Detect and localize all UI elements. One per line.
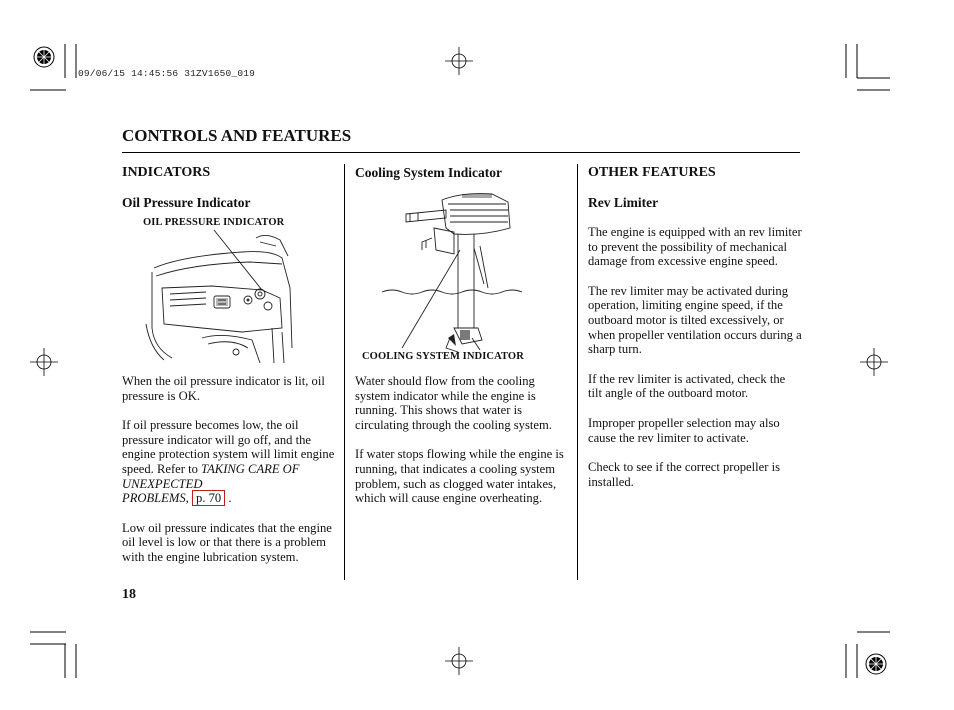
indicators-heading: INDICATORS [122,165,211,180]
oil-p2: If oil pressure becomes low, the oil pressure indicator will go off, and the engine protection system will limit engine speed. Refer to TAKING CARE OF UNEXPECTED PROBLEMS, p. 70 . [122,418,335,506]
oil-figure-caption: OIL PRESSURE INDICATOR [143,217,285,228]
cooling-heading: Cooling System Indicator [355,165,503,180]
middle-column-body [355,374,571,521]
page-reference-link[interactable]: p. 70 [192,490,225,506]
other-features-heading: OTHER FEATURES [588,165,716,180]
rev-p4: Improper propeller selection may also cause the rev limiter to activate. [588,415,780,445]
outboard-motor-illustration [362,188,532,358]
section-title: CONTROLS AND FEATURES [122,126,352,145]
header-rule [122,152,800,153]
right-column-body [588,225,802,504]
page-number: 18 [122,587,136,602]
oil-pressure-illustration [142,228,297,363]
cooling-p2: If water stops flowing while the engine is running, that indicates a cooling system problem, such as clogged water intakes, which will cause engine overheating. [355,447,564,506]
oil-pressure-heading: Oil Pressure Indicator [122,195,251,210]
column-divider [344,164,345,580]
rev-limiter-heading: Rev Limiter [588,195,659,210]
rev-p1: The engine is equipped with an rev limiter to prevent the possibility of mechanical damage from excessive engine speed. [588,225,802,269]
rev-p3: If the rev limiter is activated, check the tilt angle of the outboard motor. [588,371,786,401]
rev-p5: Check to see if the correct propeller is installed. [588,460,780,489]
registration-starburst-icon [34,47,54,67]
print-stamp: 09/06/15 14:45:56 31ZV1650_019 [78,68,256,79]
column-divider [577,164,578,580]
cooling-figure-caption: COOLING SYSTEM INDICATOR [362,351,524,362]
oil-p3: Low oil pressure indicates that the engine oil level is low or that there is a problem with the engine lubrication system. [122,520,332,564]
rev-p2: The rev limiter may be activated during operation, limiting engine speed, if the outboard motor is tilted excessively, or when propeller ventilation occurs during a sharp turn. [588,283,802,357]
cooling-p1: Water should flow from the cooling system indicator while the engine is running. This shows that water is circulating through the cooling system. [355,374,552,432]
oil-p1: When the oil pressure indicator is lit, oil pressure is OK. [122,374,325,403]
left-column-body [122,374,338,580]
registration-starburst-icon [866,654,886,674]
